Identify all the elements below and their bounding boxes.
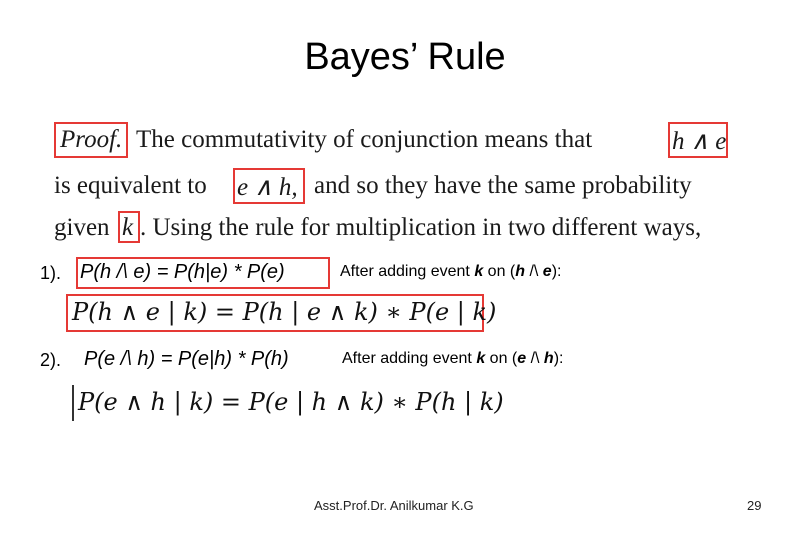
step1-equation: P(h /\ e) = P(h|e) * P(e) xyxy=(80,261,285,283)
proof-line2-a: is equivalent to xyxy=(54,172,207,199)
proof-line1-text: The commutativity of conjunction means that xyxy=(136,126,593,153)
formula-e-and-h: e ∧ h, xyxy=(237,174,298,201)
step1-note: After adding event k on (h /\ e): xyxy=(340,263,562,280)
footer-author: Asst.Prof.Dr. Anilkumar K.G xyxy=(314,498,474,513)
k-variable: k xyxy=(122,214,134,241)
step2-number: 2). xyxy=(40,350,62,370)
proof-label: Proof. xyxy=(60,126,123,153)
formula-h-and-e: h ∧ e xyxy=(672,128,727,155)
step2-equation: P(e /\ h) = P(e|h) * P(h) xyxy=(84,348,289,370)
proof-line2-b: and so they have the same probability xyxy=(314,172,692,199)
step1-number: 1). xyxy=(40,263,62,283)
step2-formula: P(e ∧ h | k) = P(e | h ∧ k) ∗ P(h | k) xyxy=(78,388,504,416)
step2-note: After adding event k on (e /\ h): xyxy=(342,350,564,367)
page-number: 29 xyxy=(747,498,762,513)
step2-cursor-bar xyxy=(72,385,74,421)
slide-title: Bayes’ Rule xyxy=(304,36,506,78)
proof-line3-b: . Using the rule for multiplication in two different ways, xyxy=(140,214,702,241)
proof-line3-a: given xyxy=(54,214,110,241)
step1-formula: P(h ∧ e | k) = P(h | e ∧ k) ∗ P(e | k) xyxy=(72,298,497,326)
